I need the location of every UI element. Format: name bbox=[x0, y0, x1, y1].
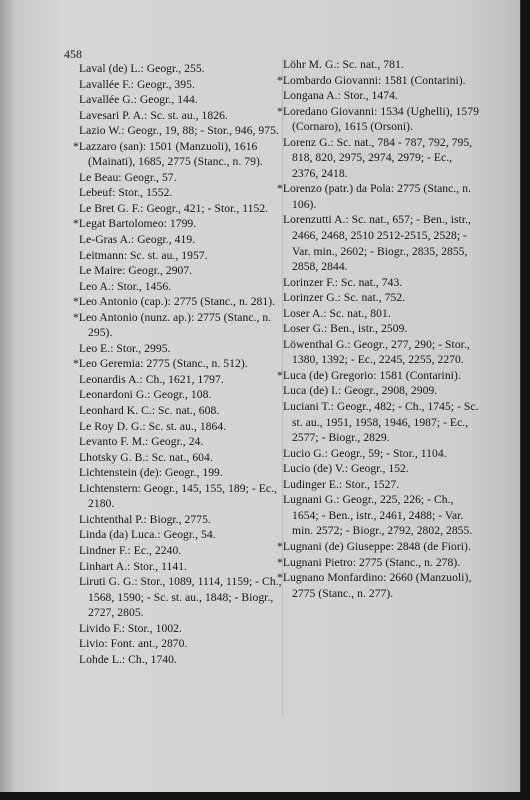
index-entry: Lazio W.: Geogr., 19, 88; - Stor., 946, 975. bbox=[79, 124, 279, 138]
index-entry: *Lugnani (de) Giuseppe: 2848 (de Fiori). bbox=[277, 539, 471, 553]
index-entry: Linda (da) Luca.: Geogr., 54. bbox=[79, 528, 216, 542]
index-entry: *Leo Geremia: 2775 (Stanc., n. 512). bbox=[73, 357, 248, 371]
index-entry: Lebeuf: Stor., 1552. bbox=[79, 186, 173, 200]
index-entry: Lorinzer F.: Sc. nat., 743. bbox=[283, 275, 403, 289]
index-entry: Lavallée G.: Geogr., 144. bbox=[79, 93, 198, 107]
index-entry: Le Bret G. F.: Geogr., 421; - Stor., 1152. bbox=[79, 201, 269, 215]
index-entry: Lhotsky G. B.: Sc. nat., 604. bbox=[79, 450, 213, 464]
index-entry: *Lugnano Monfardino: 2660 (Manzuoli), 2775 (Stanc., n. 277). bbox=[277, 571, 472, 600]
index-entry: Leo E.: Stor., 2995. bbox=[79, 341, 171, 355]
index-entry: Luciani T.: Geogr., 482; - Ch., 1745; - Sc. st. au., 1951, 1958, 1946, 1987; - Ec., 2577; - Biogr., 2829. bbox=[283, 400, 479, 445]
index-entry: Livido F.: Stor., 1002. bbox=[79, 621, 182, 635]
index-entry: Lavesari P. A.: Sc. st. au., 1826. bbox=[79, 108, 228, 122]
index-entry: Leo A.: Stor., 1456. bbox=[79, 279, 172, 293]
index-entry: Laval (de) L.: Geogr., 255. bbox=[79, 62, 205, 75]
index-entry: Liruti G. G.: Stor., 1089, 1114, 1159; - Ch., 1568, 1590; - Sc. st. au., 1848; - Biogr., 2727, 2805. bbox=[79, 575, 282, 620]
index-entry: *Leo Antonio (nunz. ap.): 2775 (Stanc., n. 295). bbox=[73, 310, 272, 340]
index-entry: Lohde L.: Ch., 1740. bbox=[79, 652, 177, 666]
index-entry: Leonhard K. C.: Sc. nat., 608. bbox=[79, 404, 220, 418]
index-entry: Lindner F.: Ec., 2240. bbox=[79, 543, 182, 557]
index-entry: *Lazzaro (san): 1501 (Manzuoli), 1616 (Mainati), 1685, 2775 (Stanc., n. 79). bbox=[73, 139, 263, 169]
index-entry: Leitmann: Sc. st. au., 1957. bbox=[79, 248, 208, 262]
index-entry: *Lorenzo (patr.) da Pola: 2775 (Stanc., n. 106). bbox=[277, 182, 471, 211]
index-entry: Loser A.: Sc. nat., 801. bbox=[283, 306, 391, 320]
index-entry: Lucio G.: Geogr., 59; - Stor., 1104. bbox=[283, 446, 447, 460]
page-number: 458 bbox=[64, 47, 82, 61]
index-entry: Lucio (de) V.: Geogr., 152. bbox=[283, 462, 409, 476]
index-entry: *Luca (de) Gregorio: 1581 (Contarini). bbox=[277, 368, 461, 382]
index-entry: *Lugnani Pietro: 2775 (Stanc., n. 278). bbox=[277, 555, 461, 569]
index-column-left bbox=[73, 61, 284, 667]
index-entry: Lorinzer G.: Sc. nat., 752. bbox=[283, 291, 406, 305]
index-entry: Luca (de) I.: Geogr., 2908, 2909. bbox=[283, 384, 438, 398]
index-entry: Löwenthal G.: Geogr., 277, 290; - Stor., 1380, 1392; - Ec., 2245, 2255, 2270. bbox=[283, 337, 470, 367]
index-entry: Loser G.: Ben., istr., 2509. bbox=[283, 322, 408, 336]
index-entry: Lichtenstein (de): Geogr., 199. bbox=[79, 466, 223, 480]
index-entry: Le Roy D. G.: Sc. st. au., 1864. bbox=[79, 419, 227, 433]
index-entry: Lugnani G.: Geogr., 225, 226; - Ch., 1654; - Ben., istr., 2461, 2488; - Var. min. 2572; - Biogr., 2792, 2802, 2855. bbox=[283, 493, 473, 538]
index-entry: *Lombardo Giovanni: 1581 (Contarini). bbox=[277, 73, 466, 87]
index-entry: Le Maire: Geogr., 2907. bbox=[79, 264, 193, 278]
index-entry: Lichtenstern: Geogr., 145, 155, 189; - Ec., 2180. bbox=[79, 481, 277, 511]
index-entry: Le Beau: Geogr., 57. bbox=[79, 170, 177, 184]
index-entry: Le-Gras A.: Geogr., 419. bbox=[79, 233, 196, 247]
index-entry: *Legat Bartolomeo: 1799. bbox=[73, 217, 197, 231]
index-entry: *Leo Antonio (cap.): 2775 (Stanc., n. 281). bbox=[73, 295, 276, 309]
index-entry: Linhart A.: Stor., 1141. bbox=[79, 559, 188, 573]
index-entry: Löhr M. G.: Sc. nat., 781. bbox=[283, 58, 404, 71]
index-entry: Lorenz G.: Sc. nat., 784 - 787, 792, 795, 818, 820, 2975, 2974, 2979; - Ec., 2376, 2418. bbox=[283, 135, 473, 180]
index-entry: Lorenzutti A.: Sc. nat., 657; - Ben., istr., 2466, 2468, 2510 2512-2515, 2528; - Var. min., 2602; - Biogr., 2835, 2855, 2858, 2844. bbox=[283, 213, 471, 274]
index-entry: Ludinger E.: Stor., 1527. bbox=[283, 477, 400, 491]
index-entry: *Loredano Giovanni: 1534 (Ughelli), 1579 (Cornaro), 1615 (Orsoni). bbox=[277, 104, 479, 134]
index-entry: Leonardoni G.: Geogr., 108. bbox=[79, 388, 212, 402]
index-entry: Lichtenthal P.: Biogr., 2775. bbox=[79, 512, 211, 526]
index-entry: Lavallée F.: Geogr., 395. bbox=[79, 77, 195, 91]
index-entry: Livio: Font. ant., 2870. bbox=[79, 637, 188, 651]
index-entry: Levanto F. M.: Geogr., 24. bbox=[79, 435, 204, 449]
index-entry: Longana A.: Stor., 1474. bbox=[283, 89, 398, 103]
index-entry: Leonardis A.: Ch., 1621, 1797. bbox=[79, 372, 224, 386]
index-column-right bbox=[277, 57, 480, 601]
